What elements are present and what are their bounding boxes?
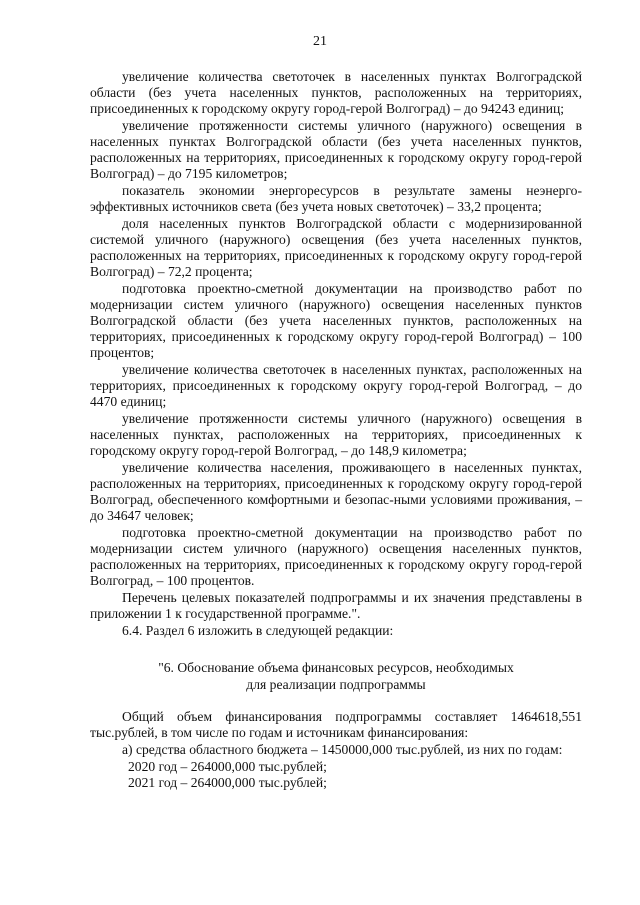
paragraph: увеличение протяженности системы уличного (наружного) освещения в населенных пунктах Волгоградской области (без учета населенных пунктов, расположенных на территориях, присоединенных к городскому округу город-герой Волгоград) – до 7195 километров;: [90, 118, 582, 181]
page-number: 21: [313, 34, 327, 49]
section-heading-line: для реализации подпрограммы: [246, 677, 426, 692]
paragraph: увеличение количества населения, проживающего в населенных пунктах, расположенных на территориях, присоединенных к городскому округу город-герой Волгоград, обеспеченного комфортными и безопас-ными условиями проживания, – до 34647 человек;: [90, 460, 582, 523]
document-body: [90, 69, 582, 791]
paragraph: подготовка проектно-сметной документации на производство работ по модернизации систем уличного (наружного) освещения населенных пунктов Волгоградской области (без учета населенных пунктов, расположенных на территориях, присоединенных к городскому округу город-герой Волгоград) – 100 процентов;: [90, 281, 582, 360]
paragraph: Перечень целевых показателей подпрограммы и их значения представлены в приложении 1 к государственной программе.".: [90, 590, 582, 621]
paragraph: увеличение протяженности системы уличного (наружного) освещения в населенных пунктах, расположенных на территориях, присоединенных к городскому округу город-герой Волгоград, – до 148,9 километра;: [90, 411, 582, 458]
year-line: 2021 год – 264000,000 тыс.рублей;: [128, 775, 327, 790]
year-line: 2020 год – 264000,000 тыс.рублей;: [128, 759, 327, 774]
paragraph: подготовка проектно-сметной документации на производство работ по модернизации систем уличного (наружного) освещения населенных пунктов, расположенных на территориях, присоединенных к городскому округу город-герой Волгоград, – 100 процентов.: [90, 525, 582, 588]
paragraph: увеличение количества светоточек в населенных пунктах Волгоградской области (без учета населенных пунктов, расположенных на территориях, присоединенных к городскому округу город-герой Волгоград) – до 94243 единиц;: [90, 69, 582, 116]
paragraph: доля населенных пунктов Волгоградской области с модернизированной системой уличного (наружного) освещения (без учета населенных пунктов, расположенных на территориях, присоединенных к городскому округу город-герой Волгоград) – 72,2 процента;: [90, 216, 582, 279]
paragraph: а) средства областного бюджета – 1450000,000 тыс.рублей, из них по годам:: [122, 742, 563, 757]
section-heading: [90, 659, 582, 693]
section-heading-line: "6. Обоснование объема финансовых ресурсов, необходимых: [158, 660, 514, 675]
paragraph: показатель экономии энергоресурсов в результате замены неэнерго-эффективных источников света (без учета новых светоточек) – 33,2 процента;: [90, 183, 582, 214]
paragraph: 6.4. Раздел 6 изложить в следующей редакции:: [122, 623, 394, 638]
paragraph: увеличение количества светоточек в населенных пунктах, расположенных на территориях, присоединенных к городскому округу город-герой Волгоград, – до 4470 единиц;: [90, 362, 582, 409]
paragraph: Общий объем финансирования подпрограммы составляет 1464618,551 тыс.рублей, в том числе по годам и источникам финансирования:: [90, 709, 582, 740]
